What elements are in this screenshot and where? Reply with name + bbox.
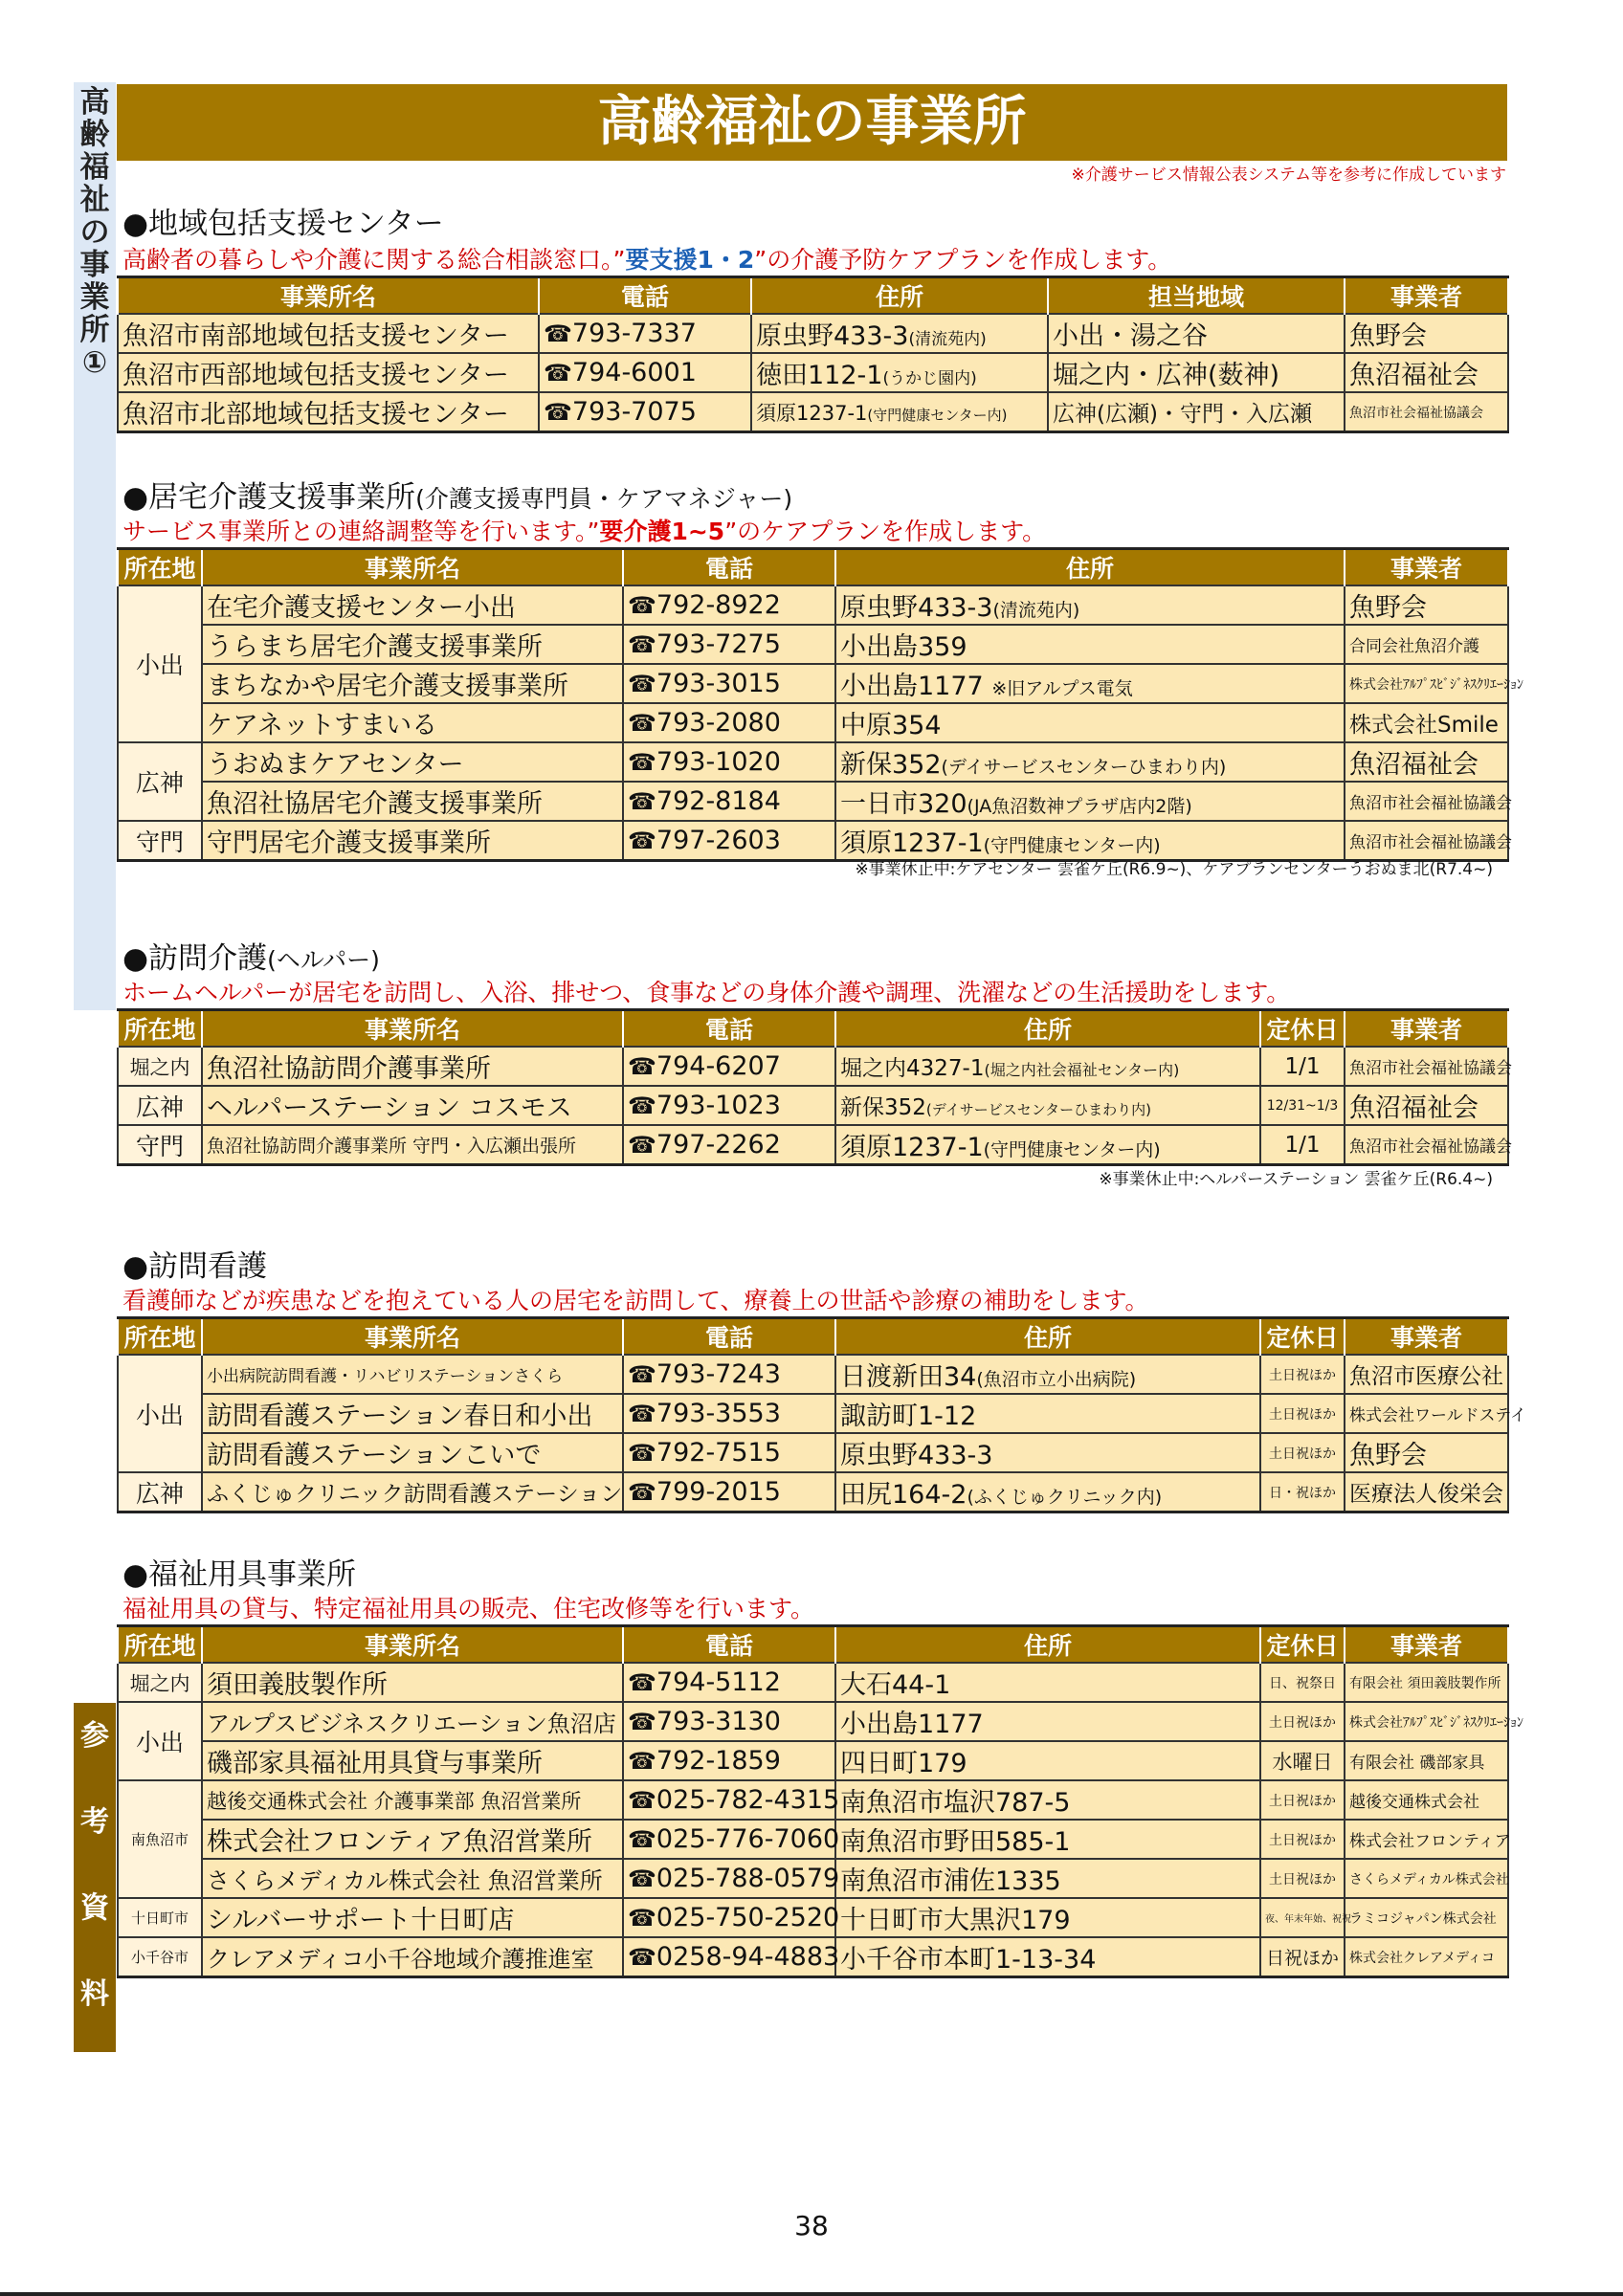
table-row: 魚沼市西部地域包括支援センター ☎794-6001 徳田112-1(うかじ園内) 堀之内・広神(薮神) 魚沼福祉会 bbox=[118, 353, 1508, 392]
table-row: 株式会社フロンティア魚沼営業所 ☎025-776-7060 南魚沼市野田585-1 土日祝ほか 株式会社フロンティア bbox=[118, 1820, 1508, 1859]
table-chiiki: 事業所名 電話 住所 担当地域 事業者 魚沼市南部地域包括支援センター ☎793-7337 原虫野433-3(清流苑内) 小出・湯之谷 魚野会 魚沼市西部地域包括支援センター ☎794-6001 徳田112-1(うかじ園内) 堀之内・広神(薮神) 魚沼福祉会 魚沼市北部地域包括支援センター ☎793-7075 須原1237-1(守門健康センター内) 広神(広瀬)・守門・入広瀬 魚沼市社会福祉協議会 bbox=[117, 276, 1509, 433]
phone-icon: ☎ bbox=[628, 1905, 656, 1932]
phone-icon: ☎ bbox=[628, 1866, 656, 1892]
phone-icon: ☎ bbox=[628, 1401, 656, 1427]
phone-icon: ☎ bbox=[628, 1944, 656, 1971]
section-title-fukushi-yougu: ●福祉用具事業所 bbox=[122, 1557, 357, 1592]
phone-icon: ☎ bbox=[628, 1709, 656, 1735]
table-houmon-kango: 所在地 事業所名 電話 住所 定休日 事業者 小出 小出病院訪問看護・リハビリステーションさくら ☎793-7243 日渡新田34(魚沼市立小出病院) 土日祝ほか 魚沼市医療公社 訪問看護ステーション春日和小出 ☎793-3553 諏訪町1-12 土日祝ほか 株式会社ワールドステイ 訪問看護ステーションこいで ☎792-7515 原虫野433-3 土日祝ほか 魚野会 広神 ふくじゅクリニック訪問看護ステーション ☎799-2015 田尻164-2(ふくじゅクリニック内) 日・祝ほか 医療法人俊栄会 bbox=[117, 1316, 1509, 1513]
phone-icon: ☎ bbox=[628, 749, 656, 776]
table-row: 守門 魚沼社協訪問介護事業所 守門・入広瀬出張所 ☎797-2262 須原1237-1(守門健康センター内) 1/1 魚沼市社会福祉協議会 bbox=[118, 1125, 1508, 1165]
phone-icon: ☎ bbox=[628, 1361, 656, 1388]
phone-icon: ☎ bbox=[628, 671, 656, 697]
table-row: 魚沼社協居宅介護支援事業所 ☎792-8184 一日市320(JA魚沼数神プラザ店内2階) 魚沼市社会福祉協議会 bbox=[118, 782, 1508, 821]
table-houmon-kaigo: 所在地 事業所名 電話 住所 定休日 事業者 堀之内 魚沼社協訪問介護事業所 ☎794-6207 堀之内4327-1(堀之内社会福祉センター内) 1/1 魚沼市社会福祉協議会 広神 ヘルパーステーション コスモス ☎793-1023 新保352(デイサービスセンターひまわり内) 12/31~1/3 魚沼福祉会 守門 魚沼社協訪問介護事業所 守門・入広瀬出張所 ☎797-2262 須原1237-1(守門健康センター内) 1/1 魚沼市社会福祉協議会 bbox=[117, 1008, 1509, 1166]
reference-tab-label: 参 考 資 料 bbox=[80, 1719, 109, 2011]
table-row: 訪問看護ステーションこいで ☎792-7515 原虫野433-3 土日祝ほか 魚野会 bbox=[118, 1433, 1508, 1472]
table-row: 堀之内 魚沼社協訪問介護事業所 ☎794-6207 堀之内4327-1(堀之内社会福祉センター内) 1/1 魚沼市社会福祉協議会 bbox=[118, 1047, 1508, 1086]
table-row: さくらメディカル株式会社 魚沼営業所 ☎025-788-0579 南魚沼市浦佐1335 土日祝ほか さくらメディカル株式会社 bbox=[118, 1859, 1508, 1898]
section-title-kyotaku: ●居宅介護支援事業所(介護支援専門員・ケアマネジャー) bbox=[122, 480, 793, 515]
table-row: 小出 小出病院訪問看護・リハビリステーションさくら ☎793-7243 日渡新田34(魚沼市立小出病院) 土日祝ほか 魚沼市医療公社 bbox=[118, 1355, 1508, 1394]
table-row: 小千谷市 クレアメディコ小千谷地域介護推進室 ☎0258-94-4883 小千谷市本町1-13-34 日祝ほか 株式会社クレアメディコ bbox=[118, 1937, 1508, 1977]
section-title-chiiki: ●地域包括支援センター bbox=[122, 207, 444, 241]
phone-icon: ☎ bbox=[628, 1132, 656, 1159]
phone-icon: ☎ bbox=[628, 1669, 656, 1696]
phone-icon: ☎ bbox=[628, 1748, 656, 1775]
table-kyotaku: 所在地 事業所名 電話 住所 事業者 小出 在宅介護支援センター小出 ☎792-8922 原虫野433-3(清流苑内) 魚野会 うらまち居宅介護支援事業所 ☎793-7275 小出島359 合同会社魚沼介護 まちなかや居宅介護支援事業所 ☎793-3015 小出島1177 ※旧アルプス電気 株式会社ｱﾙﾌﾟｽﾋﾞｼﾞﾈｽｸﾘｴｰｼｮﾝ ケアネットすまいる ☎793-2080 中原354 株式会社Smile 広神 うおぬまケアセンター ☎793-1020 新保352(デイサービスセンターひまわり内) 魚沼福祉会 魚沼社協居宅介護支援事業所 ☎792-8184 一日市320(JA魚沼数神プラザ店内2階) 魚沼市社会福祉協議会 守門 守門居宅介護支援事業所 ☎797-2603 須原1237-1(守門健康センター内) 魚沼市社会福祉協議会 bbox=[117, 547, 1509, 862]
section-desc-fukushi-yougu: 福祉用具の貸与、特定福祉用具の販売、住宅改修等を行います。 bbox=[122, 1595, 815, 1623]
table-row: 小出 在宅介護支援センター小出 ☎792-8922 原虫野433-3(清流苑内) 魚野会 bbox=[118, 585, 1508, 625]
table-row: 広神 うおぬまケアセンター ☎793-1020 新保352(デイサービスセンターひまわり内) 魚沼福祉会 bbox=[118, 742, 1508, 782]
table-row: まちなかや居宅介護支援事業所 ☎793-3015 小出島1177 ※旧アルプス電気 株式会社ｱﾙﾌﾟｽﾋﾞｼﾞﾈｽｸﾘｴｰｼｮﾝ bbox=[118, 664, 1508, 703]
phone-icon: ☎ bbox=[628, 710, 656, 737]
page-title: 高齢福祉の事業所 bbox=[117, 84, 1507, 161]
source-note: ※介護サービス情報公表システム等を参考に作成しています bbox=[1071, 166, 1506, 185]
table-row: 魚沼市北部地域包括支援センター ☎793-7075 須原1237-1(守門健康センター内) 広神(広瀬)・守門・入広瀬 魚沼市社会福祉協議会 bbox=[118, 392, 1508, 432]
table-row: 広神 ふくじゅクリニック訪問看護ステーション ☎799-2015 田尻164-2(ふくじゅクリニック内) 日・祝ほか 医療法人俊栄会 bbox=[118, 1472, 1508, 1512]
footnote-kyotaku: ※事業休止中:ケアセンター 雲雀ケ丘(R6.9~)、ケアプランセンターうおぬま北(R7.4~) bbox=[855, 860, 1493, 879]
phone-icon: ☎ bbox=[628, 788, 656, 815]
bottom-border bbox=[0, 2292, 1623, 2296]
phone-icon: ☎ bbox=[628, 592, 656, 619]
phone-icon: ☎ bbox=[628, 1826, 656, 1853]
page-number: 38 bbox=[794, 2210, 829, 2241]
section-desc-chiiki: 高齢者の暮らしや介護に関する総合相談窓口。”要支援1・2”の介護予防ケアプランを作成します。 bbox=[122, 246, 1172, 274]
section-title-houmon-kaigo: ●訪問介護(ヘルパー) bbox=[122, 941, 380, 976]
phone-icon: ☎ bbox=[628, 631, 656, 658]
section-title-houmon-kango: ●訪問看護 bbox=[122, 1249, 268, 1284]
table-row: 南魚沼市 越後交通株式会社 介護事業部 魚沼営業所 ☎025-782-4315 南魚沼市塩沢787-5 土日祝ほか 越後交通株式会社 bbox=[118, 1780, 1508, 1820]
table-row: 魚沼市南部地域包括支援センター ☎793-7337 原虫野433-3(清流苑内) 小出・湯之谷 魚野会 bbox=[118, 314, 1508, 353]
table-row: 訪問看護ステーション春日和小出 ☎793-3553 諏訪町1-12 土日祝ほか 株式会社ワールドステイ bbox=[118, 1394, 1508, 1433]
table-row: 守門 守門居宅介護支援事業所 ☎797-2603 須原1237-1(守門健康センター内) 魚沼市社会福祉協議会 bbox=[118, 821, 1508, 861]
table-row: うらまち居宅介護支援事業所 ☎793-7275 小出島359 合同会社魚沼介護 bbox=[118, 625, 1508, 664]
table-row: 磯部家具福祉用具貸与事業所 ☎792-1859 四日町179 水曜日 有限会社 磯部家具 bbox=[118, 1741, 1508, 1780]
phone-icon: ☎ bbox=[544, 360, 572, 386]
table-row: 堀之内 須田義肢製作所 ☎794-5112 大石44-1 日、祝祭日 有限会社 須田義肢製作所 bbox=[118, 1663, 1508, 1702]
phone-icon: ☎ bbox=[628, 1440, 656, 1467]
table-row: 十日町市 シルバーサポート十日町店 ☎025-750-2520 十日町市大黒沢179 夜、年末年始、祝祝 ラミコジャパン株式会社 bbox=[118, 1898, 1508, 1937]
table-row: ケアネットすまいる ☎793-2080 中原354 株式会社Smile bbox=[118, 703, 1508, 742]
section-desc-houmon-kaigo: ホームヘルパーが居宅を訪問し、入浴、排せつ、食事などの身体介護や調理、洗濯などの生活援助をします。 bbox=[122, 979, 1291, 1006]
phone-icon: ☎ bbox=[628, 1053, 656, 1080]
table-row: 小出 アルプスビジネスクリエーション魚沼店 ☎793-3130 小出島1177 土日祝ほか 株式会社ｱﾙﾌﾟｽﾋﾞｼﾞﾈｽｸﾘｴｰｼｮﾝ bbox=[118, 1702, 1508, 1741]
phone-icon: ☎ bbox=[628, 1479, 656, 1506]
footnote-houmon-kaigo: ※事業休止中:ヘルパーステーション 雲雀ケ丘(R6.4~) bbox=[1099, 1170, 1493, 1189]
phone-icon: ☎ bbox=[628, 828, 656, 854]
side-tab-label: 高 齢 福 祉 の 事 業 所 ① bbox=[79, 85, 110, 380]
phone-icon: ☎ bbox=[544, 399, 572, 426]
phone-icon: ☎ bbox=[544, 320, 572, 347]
phone-icon: ☎ bbox=[628, 1787, 656, 1814]
table-fukushi-yougu: 所在地 事業所名 電話 住所 定休日 事業者 堀之内 須田義肢製作所 ☎794-5112 大石44-1 日、祝祭日 有限会社 須田義肢製作所 小出 アルプスビジネスクリエーション魚沼店 ☎793-3130 小出島1177 土日祝ほか 株式会社ｱﾙﾌﾟｽﾋﾞｼﾞﾈｽｸﾘｴｰｼｮﾝ 磯部家具福祉用具貸与事業所 ☎792-1859 四日町179 水曜日 有限会社 磯部家具 南魚沼市 越後交通株式会社 介護事業部 魚沼営業所 ☎025-782-4315 南魚沼市塩沢787-5 土日祝ほか 越後交通株式会社 株式会社フロンティア魚沼営業所 ☎025-776-7060 南魚沼市野田585-1 土日祝ほか 株式会社フロンティア さくらメディカル株式会社 魚沼営業所 ☎025-788-0579 南魚沼市浦佐1335 土日祝ほか さくらメディカル株式会社 十日町市 シルバーサポート十日町店 ☎025-750-2520 十日町市大黒沢179 夜、年末年始、祝祝 ラミコジャパン株式会社 小千谷市 クレアメディコ小千谷地域介護推進室 ☎0258-94-4883 小千谷市本町1-13-34 日祝ほか 株式会社クレアメディコ bbox=[117, 1624, 1509, 1978]
section-desc-houmon-kango: 看護師などが疾患などを抱えている人の居宅を訪問して、療養上の世話や診療の補助をします。 bbox=[122, 1287, 1149, 1314]
section-desc-kyotaku: サービス事業所との連絡調整等を行います。”要介護1~5”のケアプランを作成します。 bbox=[122, 518, 1047, 545]
phone-icon: ☎ bbox=[628, 1093, 656, 1119]
table-row: 広神 ヘルパーステーション コスモス ☎793-1023 新保352(デイサービスセンターひまわり内) 12/31~1/3 魚沼福祉会 bbox=[118, 1086, 1508, 1125]
